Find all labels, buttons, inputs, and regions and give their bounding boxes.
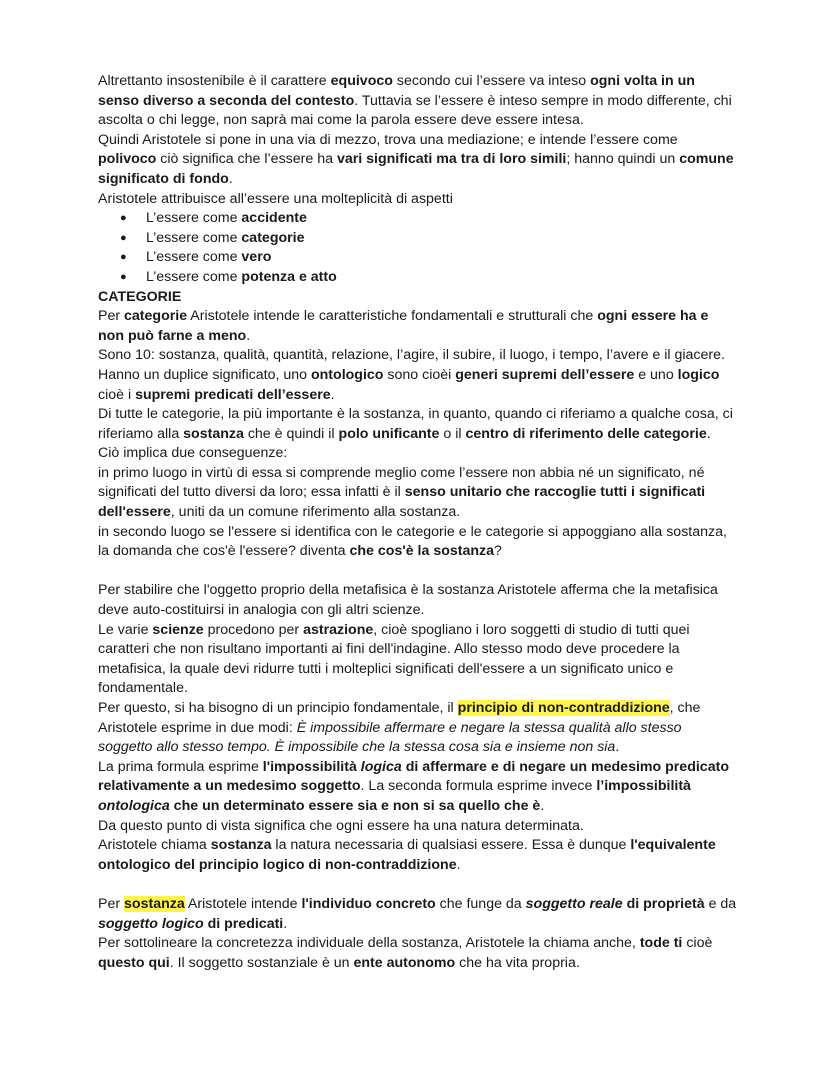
text-run: Per — [98, 895, 125, 912]
bold-text: polivoco — [98, 151, 157, 168]
text-run: in primo luogo in virtù di essa si comprende meglio come l’essere non abbia né un significato, né significati del tutto diversi da loro; essa infatti è il — [98, 464, 705, 501]
paragraph — [98, 895, 738, 934]
text-run: Per — [98, 308, 125, 325]
bold-text: l'equivalente ontologico del principio logico di non-contraddizione — [98, 837, 716, 873]
paragraph — [98, 190, 738, 210]
bold-text: ente autonomo — [353, 954, 456, 971]
paragraph-gap — [98, 562, 738, 582]
bold-text: centro di riferimento delle categorie — [465, 425, 707, 442]
list-item — [120, 268, 738, 288]
text-run: e uno — [634, 366, 678, 383]
text-run: . — [283, 915, 288, 932]
bold-text: ontologico — [310, 366, 384, 383]
text-run: , cioè spogliano i loro soggetti di studio di tutti quei caratteri che non risultano importanti ai fini dell'indagine. Allo stesso modo deve procedere la metafisica, la quale devi ridurre tutti i molteplici significati dell'essere a un significato unico e fondamentale. — [98, 621, 690, 697]
text-run: che è quindi il — [243, 425, 339, 442]
bold-text: vero — [241, 249, 272, 266]
bold-text: comune significato di fondo — [98, 151, 734, 187]
text-run: e da — [704, 895, 737, 912]
text-run: . — [228, 170, 233, 187]
bold-italic-text: ontologica — [98, 797, 170, 814]
text-run: in secondo luogo se l'essere si identifica con le categorie e le categorie si appoggiano alla sostanza, la domanda che cos'è l'essere? diventa — [98, 523, 727, 560]
bold-text: accidente — [241, 210, 307, 227]
bold-italic-text: soggetto reale — [525, 895, 623, 912]
paragraph — [98, 699, 738, 758]
bold-text: che un determinato essere sia e non si sa quello che è — [169, 797, 541, 814]
text-run: procedono per — [203, 621, 304, 638]
text-run: Aristotele intende — [184, 895, 302, 912]
text-run: . Tuttavia se l’essere è inteso sempre in modo differente, chi ascolta o chi legge, non saprà mai come la parola essere deve essere intesa. — [98, 92, 732, 129]
bold-text: senso unitario che raccoglie tutti i significati dell'essere — [98, 484, 706, 521]
paragraph — [98, 817, 738, 837]
text-run: la natura necessaria di qualsiasi essere. Essa è dunque — [271, 837, 631, 854]
text-run: Sono 10: sostanza, qualità, quantità, relazione, l’agire, il subire, il luogo, i tempo, l’avere e il giacere. — [98, 347, 725, 364]
text-run: L’essere come — [146, 210, 242, 227]
text-run: secondo cui l’essere va inteso — [392, 73, 591, 89]
text-run: cioè i — [98, 386, 136, 403]
section-heading: CATEGORIE — [98, 288, 182, 305]
paragraph — [98, 758, 738, 817]
text-run: che ha vita propria. — [455, 954, 580, 971]
paragraph — [98, 464, 738, 523]
categorie-section — [98, 307, 738, 562]
text-run: sono cioèi — [383, 366, 456, 383]
bold-text: l’impossibilità — [596, 778, 691, 795]
paragraph — [98, 405, 738, 444]
text-run: Per sottolineare la concretezza individuale della sostanza, Aristotele la chiama anche, — [98, 935, 640, 952]
paragraph — [98, 836, 738, 875]
text-run: Quindi Aristotele si pone in una via di mezzo, trova una mediazione; e intende l’essere come — [98, 131, 678, 148]
bold-text: tode ti — [639, 935, 683, 952]
text-run: L’essere come — [146, 268, 242, 285]
bold-text: astrazione — [303, 621, 374, 638]
paragraph — [98, 444, 738, 464]
text-run: L’essere come — [146, 249, 242, 266]
list-item — [120, 209, 738, 229]
text-run: . — [456, 856, 461, 873]
bold-text: categorie — [241, 229, 305, 246]
bold-text: polo unificante — [338, 425, 440, 442]
bold-text: categorie — [124, 308, 188, 325]
text-run: che funge da — [435, 895, 526, 912]
text-run: . La seconda formula esprime invece — [360, 778, 597, 795]
bold-text: di predicati — [203, 915, 284, 932]
text-run: . Il soggetto sostanziale è un — [169, 954, 354, 971]
text-run: ciò significa che l’essere ha — [156, 151, 337, 168]
text-run: Ciò implica due conseguenze: — [98, 445, 288, 462]
bold-text: sostanza — [183, 425, 244, 442]
text-run: Aristotele intende le caratteristiche fondamentali e strutturali che — [187, 308, 598, 325]
text-run: La prima formula esprime — [98, 758, 263, 775]
text-run: Le varie — [98, 621, 153, 638]
aspects-list — [98, 209, 738, 287]
bold-italic-text: soggetto logico — [98, 915, 204, 932]
bold-text: supremi predicati dell’essere — [135, 386, 331, 403]
text-run: . — [330, 386, 335, 403]
bold-italic-text: logica — [360, 758, 402, 775]
text-run: Per questo, si ha bisogno di un principio fondamentale, il — [98, 700, 458, 716]
text-run: . — [540, 797, 545, 814]
text-run: L’essere come — [146, 229, 242, 246]
paragraph — [98, 621, 738, 699]
text-run: Altrettanto insostenibile è il carattere — [98, 73, 331, 89]
bold-text: l'individuo concreto — [301, 895, 436, 912]
bold-text: generi supremi dell’essere — [455, 366, 635, 383]
document-page — [98, 72, 738, 973]
bold-text: logico — [677, 366, 720, 383]
text-run: . — [615, 739, 620, 756]
sostanza-section — [98, 895, 738, 973]
bold-text: che cos'è la sostanza — [349, 543, 495, 560]
paragraph — [98, 307, 738, 346]
bold-text: ogni essere ha e non può farne a meno — [98, 308, 709, 344]
bold-text: questo qui — [98, 954, 170, 971]
text-run: Hanno un duplice significato, uno — [98, 366, 311, 383]
bold-text: vari significati ma tra di loro simili — [336, 151, 567, 168]
bold-text: ogni volta in un senso diverso a seconda del contesto — [98, 73, 695, 109]
text-run: Di tutte le categorie, la più importante è la sostanza, in quanto, quando ci riferiamo a qualche cosa, ci riferiamo alla — [98, 406, 733, 442]
highlighted-text: sostanza — [124, 895, 185, 912]
text-run: ? — [494, 543, 502, 560]
bold-text: sostanza — [210, 837, 272, 854]
paragraph — [98, 72, 738, 131]
bold-text: di proprietà — [622, 895, 705, 912]
text-run: Per stabilire che l'oggetto proprio della metafisica è la sostanza Aristotele afferma che la metafisica deve auto-costituirsi in analogia con gli altri scienze. — [98, 582, 718, 619]
bold-text: equivoco — [330, 73, 393, 89]
paragraph — [98, 934, 738, 973]
bold-text — [361, 759, 402, 775]
paragraph — [98, 581, 738, 620]
paragraph — [98, 131, 738, 190]
metafisica-section — [98, 581, 738, 875]
intro-section — [98, 72, 738, 209]
text-run: cioè — [682, 935, 713, 952]
text-run: , che Aristotele esprime in due modi: — [98, 700, 701, 736]
bold-text: scienze — [152, 621, 204, 638]
list-item — [120, 229, 738, 249]
text-run: . — [706, 425, 711, 442]
bold-text: l'impossibilità — [262, 758, 361, 775]
bold-text — [98, 798, 170, 814]
bold-text — [98, 916, 204, 932]
paragraph — [98, 366, 738, 405]
text-run: . — [246, 327, 251, 344]
text-run: Aristotele attribuisce all’essere una molteplicità di aspetti — [98, 190, 453, 207]
text-run: , uniti da un comune riferimento alla sostanza. — [170, 504, 461, 521]
paragraph-gap — [98, 875, 738, 895]
paragraph — [98, 523, 738, 562]
paragraph — [98, 346, 738, 366]
text-run: Da questo punto di vista significa che ogni essere ha una natura determinata. — [98, 817, 584, 834]
bold-text: di affermare e di negare un medesimo predicato relativamente a un medesimo soggetto — [98, 758, 729, 795]
text-run: o il — [439, 425, 466, 442]
text-run: ; hanno quindi un — [566, 151, 680, 168]
bold-text: potenza e atto — [241, 268, 337, 285]
list-item — [120, 248, 738, 268]
highlighted-text: principio di non-contraddizione — [457, 700, 670, 716]
text-run: Aristotele chiama — [98, 837, 211, 854]
bold-text — [526, 896, 623, 912]
italic-text: È impossibile affermare e negare la stessa qualità allo stesso soggetto allo stesso tempo. È impossibile che la stessa cosa sia e insieme non sia — [98, 719, 682, 756]
